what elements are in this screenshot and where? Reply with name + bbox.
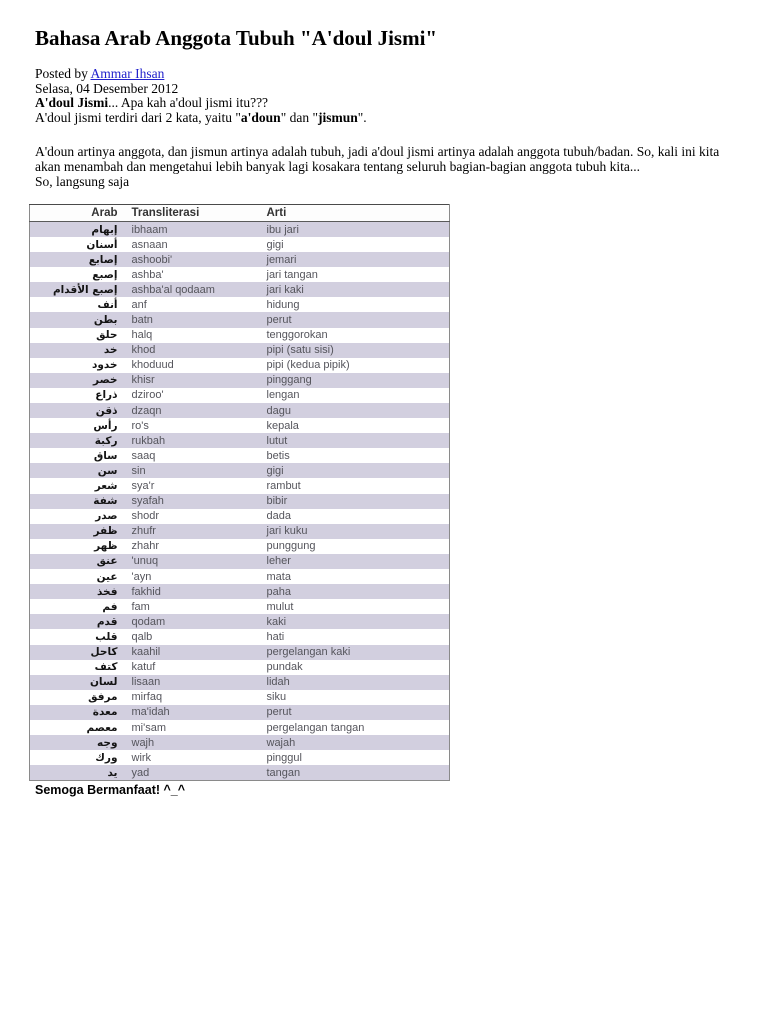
cell-translit: lisaan <box>131 676 161 689</box>
cell-arti: pinggul <box>266 751 302 764</box>
cell-translit: 'unuq <box>131 555 159 568</box>
footer-note: Semoga Bermanfaat! ^_^ <box>35 782 186 797</box>
cell-arab: خصر <box>93 374 118 387</box>
cell-arab: كاحل <box>90 646 118 659</box>
cell-arti: tangan <box>266 766 301 779</box>
cell-arab: قدم <box>96 615 118 628</box>
cell-arti: leher <box>266 555 291 568</box>
cell-arti: pundak <box>266 661 303 674</box>
table-row <box>30 524 450 539</box>
cell-arti: pergelangan tangan <box>266 721 365 734</box>
page-title: Bahasa Arab Anggota Tubuh "A'doul Jismi" <box>35 26 438 50</box>
cell-arab: إصبع الأقدام <box>52 283 118 296</box>
byline-prefix: Posted by <box>35 66 91 81</box>
cell-translit: ma'idah <box>131 706 170 719</box>
table-row <box>30 297 450 312</box>
cell-arab: أسنان <box>86 238 118 251</box>
cell-arti: gigi <box>266 238 284 251</box>
table-row <box>30 252 450 267</box>
table-row <box>30 433 450 448</box>
table-row <box>30 705 450 720</box>
cell-translit: qalb <box>131 630 153 643</box>
cell-arab: ساق <box>93 449 118 462</box>
table-row <box>30 448 450 463</box>
intro-line-2 <box>35 111 738 126</box>
cell-arti: mulut <box>266 600 294 613</box>
table-row <box>30 584 450 599</box>
vocab-table-body <box>30 222 450 780</box>
cell-arab: مرفق <box>88 691 118 704</box>
cell-translit: batn <box>131 313 153 326</box>
cell-arab: شعر <box>94 480 118 493</box>
cell-translit: khisr <box>131 374 155 387</box>
cell-arab: فم <box>102 600 118 613</box>
table-row <box>30 267 450 282</box>
cell-translit: ashba' <box>131 268 164 281</box>
cell-arti: dagu <box>266 404 291 417</box>
table-row <box>30 539 450 554</box>
cell-translit: dzaqn <box>131 404 162 417</box>
column-header-arab: Arab <box>30 205 124 222</box>
cell-translit: zhahr <box>131 540 160 553</box>
cell-arti: paha <box>266 585 291 598</box>
cell-arab: ورك <box>95 751 118 764</box>
cell-arti: perut <box>266 313 292 326</box>
cell-arti: pergelangan kaki <box>266 646 351 659</box>
cell-translit: mi'sam <box>131 721 166 734</box>
cell-arab: وجه <box>97 736 118 749</box>
table-row <box>30 222 450 237</box>
cell-arti: jari kaki <box>266 283 304 296</box>
table-row <box>30 569 450 584</box>
table-row <box>30 675 450 690</box>
intro-line-1 <box>35 96 738 111</box>
header-row <box>30 205 450 222</box>
cell-translit: katuf <box>131 661 156 674</box>
cell-arab: ركبة <box>94 434 118 447</box>
cell-arab: قلب <box>95 630 118 643</box>
cell-translit: syafah <box>131 495 164 508</box>
cell-arab: صدر <box>95 510 118 523</box>
cell-arti: dada <box>266 510 291 523</box>
cell-arti: tenggorokan <box>266 329 328 342</box>
cell-translit: wirk <box>131 751 152 764</box>
table-row <box>30 720 450 735</box>
intro-paragraph-line2: So, langsung saja <box>35 174 130 190</box>
cell-arab: معدة <box>92 706 118 719</box>
cell-arti: wajah <box>266 736 296 749</box>
cell-translit: fam <box>131 600 150 613</box>
cell-translit: saaq <box>131 449 156 462</box>
cell-arab: ذقن <box>95 404 118 417</box>
cell-translit: khod <box>131 344 156 357</box>
cell-arab: إبهام <box>91 223 118 236</box>
cell-translit: 'ayn <box>131 570 152 583</box>
cell-translit: ashoobi' <box>131 253 173 266</box>
table-row <box>30 418 450 433</box>
cell-translit: kaahil <box>131 646 161 659</box>
cell-arab: خدود <box>91 359 118 372</box>
cell-translit: yad <box>131 766 150 779</box>
cell-translit: wajh <box>131 736 155 749</box>
cell-translit: sin <box>131 464 146 477</box>
cell-arti: jemari <box>266 253 297 266</box>
cell-arab: معصم <box>86 721 118 734</box>
vocab-table <box>29 204 450 780</box>
cell-arab: عين <box>96 570 118 583</box>
cell-translit: dziroo' <box>131 389 164 402</box>
intro-line-2-bold2: jismun <box>317 109 358 125</box>
intro-line-1-bold: A'doul Jismi <box>35 95 109 111</box>
byline <box>35 67 738 82</box>
cell-translit: ibhaam <box>131 223 168 236</box>
table-row <box>30 388 450 403</box>
table-row <box>30 494 450 509</box>
intro-line-2-post: ". <box>357 109 367 125</box>
vocab-table-head <box>30 205 450 222</box>
cell-translit: shodr <box>131 510 160 523</box>
cell-arab: ظفر <box>93 525 118 538</box>
table-row <box>30 237 450 252</box>
cell-arab: يد <box>107 766 118 779</box>
cell-arti: kaki <box>266 615 287 628</box>
cell-arti: punggung <box>266 540 316 553</box>
cell-translit: rukbah <box>131 434 166 447</box>
cell-arti: lutut <box>266 434 288 447</box>
cell-translit: mirfaq <box>131 691 163 704</box>
cell-translit: sya'r <box>131 480 155 493</box>
cell-arab: أنف <box>97 298 118 311</box>
table-row <box>30 478 450 493</box>
cell-arti: perut <box>266 706 292 719</box>
table-row <box>30 328 450 343</box>
cell-translit: ashba'al qodaam <box>131 283 215 296</box>
table-row <box>30 750 450 765</box>
cell-arab: خد <box>103 344 118 357</box>
cell-arab: فخذ <box>96 585 118 598</box>
cell-arti: bibir <box>266 495 288 508</box>
cell-arti: mata <box>266 570 291 583</box>
cell-translit: qodam <box>131 615 166 628</box>
cell-translit: zhufr <box>131 525 156 538</box>
cell-arti: hati <box>266 630 285 643</box>
cell-arab: لسان <box>89 676 118 689</box>
cell-arti: hidung <box>266 298 300 311</box>
vocab-table-wrap <box>29 204 738 780</box>
cell-arti: ibu jari <box>266 223 299 236</box>
table-row <box>30 765 450 780</box>
table-row <box>30 735 450 750</box>
cell-arab: إصبع <box>92 268 118 281</box>
table-row <box>30 463 450 478</box>
cell-arab: بطن <box>93 313 118 326</box>
table-row <box>30 282 450 297</box>
cell-arab: ذراع <box>95 389 118 402</box>
cell-arab: سن <box>97 464 118 477</box>
cell-arti: betis <box>266 449 290 462</box>
cell-arti: lidah <box>266 676 290 689</box>
cell-arti: gigi <box>266 464 284 477</box>
cell-arab: كتف <box>94 661 118 674</box>
table-row <box>30 629 450 644</box>
table-row <box>30 403 450 418</box>
cell-arti: siku <box>266 691 287 704</box>
cell-arab: شفة <box>93 495 118 508</box>
cell-translit: halq <box>131 329 153 342</box>
table-row <box>30 509 450 524</box>
post-meta <box>35 67 738 125</box>
cell-arti: jari tangan <box>266 268 318 281</box>
column-header-arti: Arti <box>259 205 450 222</box>
cell-translit: asnaan <box>131 238 168 251</box>
intro-paragraph-text: A'doun artinya anggota, dan jismun artinya adalah tubuh, jadi a'doul jismi artinya adalah anggota tubuh/badan. So, kali ini kita akan menambah dan mengetahui lebih banyak lagi kosakara tentang seluruh bagian-bagian anggota tubuh kita... <box>35 144 720 175</box>
cell-arti: pipi (kedua pipik) <box>266 359 350 372</box>
table-row <box>30 554 450 569</box>
cell-arab: حلق <box>96 329 118 342</box>
intro-line-2-pre: A'doul jismi terdiri dari 2 kata, yaitu " <box>35 109 241 125</box>
cell-arab: ظهر <box>94 540 118 553</box>
column-header-transliterasi: Transliterasi <box>124 205 259 222</box>
intro-paragraph <box>35 144 737 189</box>
intro-line-2-mid: " dan " <box>280 109 318 125</box>
cell-translit: khoduud <box>131 359 174 372</box>
cell-arti: pipi (satu sisi) <box>266 344 334 357</box>
intro-line-2-bold1: a'doun <box>240 109 281 125</box>
cell-translit: ro's <box>131 419 149 432</box>
cell-translit: anf <box>131 298 147 311</box>
table-row <box>30 690 450 705</box>
table-row <box>30 599 450 614</box>
cell-arab: رأس <box>93 419 118 432</box>
cell-arti: jari kuku <box>266 525 308 538</box>
intro-line-1-rest: ... Apa kah a'doul jismi itu??? <box>108 95 269 111</box>
table-row <box>30 312 450 327</box>
cell-arti: rambut <box>266 480 301 493</box>
cell-arti: kepala <box>266 419 299 432</box>
cell-arab: عنق <box>96 555 118 568</box>
cell-arab: إصابع <box>88 253 118 266</box>
table-row <box>30 660 450 675</box>
author-link[interactable]: Ammar Ihsan <box>90 66 165 81</box>
cell-arti: lengan <box>266 389 300 402</box>
table-row <box>30 358 450 373</box>
table-row <box>30 343 450 358</box>
cell-arti: pinggang <box>266 374 312 387</box>
table-row <box>30 614 450 629</box>
table-row <box>30 373 450 388</box>
post-date: Selasa, 04 Desember 2012 <box>35 80 179 96</box>
table-row <box>30 645 450 660</box>
cell-translit: fakhid <box>131 585 161 598</box>
